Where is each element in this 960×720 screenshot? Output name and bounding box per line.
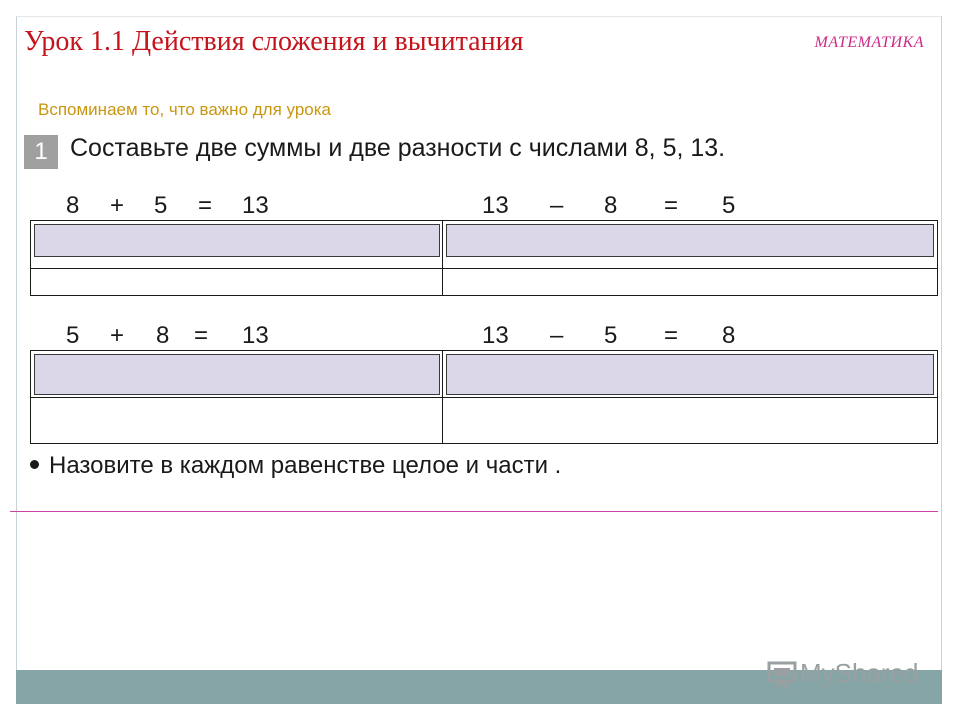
equation-sum-2 (66, 322, 366, 352)
equation-term: 8 (604, 192, 618, 219)
instruction-bullet (30, 452, 561, 480)
answer-cell-shaded (34, 354, 440, 395)
grid-divider (31, 397, 937, 398)
answer-cell-shaded (34, 224, 440, 257)
recall-caption: Вспоминаем то, что важно для урока (38, 100, 332, 119)
equation-term: 8 (66, 192, 80, 219)
equation-result: 13 (242, 192, 269, 219)
equation-operator: – (550, 322, 564, 349)
equation-operator: – (550, 192, 564, 219)
equation-result: 5 (722, 192, 736, 219)
answer-cell-shaded (446, 354, 934, 395)
equation-sum-1 (66, 192, 366, 222)
equation-equals: = (664, 322, 679, 349)
equation-term: 5 (604, 322, 618, 349)
task-text: Составьте две суммы и две разности с числами 8, 5, 13. (70, 134, 726, 162)
instruction-text: Назовите в каждом равенстве целое и части . (49, 452, 562, 479)
equation-result: 8 (722, 322, 736, 349)
watermark-logo (766, 658, 919, 688)
logo-text: MyShared (800, 658, 919, 688)
answer-cell-shaded (446, 224, 934, 257)
equation-equals: = (198, 192, 213, 219)
equation-difference-1 (482, 192, 782, 222)
equation-term: 5 (66, 322, 80, 349)
presentation-icon (766, 660, 800, 690)
grid-divider (31, 268, 937, 269)
answer-grid-2 (30, 350, 938, 444)
section-divider (10, 511, 938, 512)
task-number-badge: 1 (24, 135, 58, 169)
equation-equals: = (194, 322, 209, 349)
equation-term: 13 (482, 192, 509, 219)
grid-divider (442, 221, 443, 295)
equation-result: 13 (242, 322, 269, 349)
answer-grid-1 (30, 220, 938, 296)
bullet-icon (30, 460, 39, 469)
equation-term: 5 (154, 192, 168, 219)
equation-term: 8 (156, 322, 170, 349)
lesson-title: Урок 1.1 Действия сложения и вычитания (24, 26, 524, 57)
subject-label: МАТЕМАТИКА (814, 34, 924, 51)
equation-operator: + (110, 192, 125, 219)
equation-operator: + (110, 322, 125, 349)
equation-equals: = (664, 192, 679, 219)
equation-difference-2 (482, 322, 782, 352)
equation-term: 13 (482, 322, 509, 349)
